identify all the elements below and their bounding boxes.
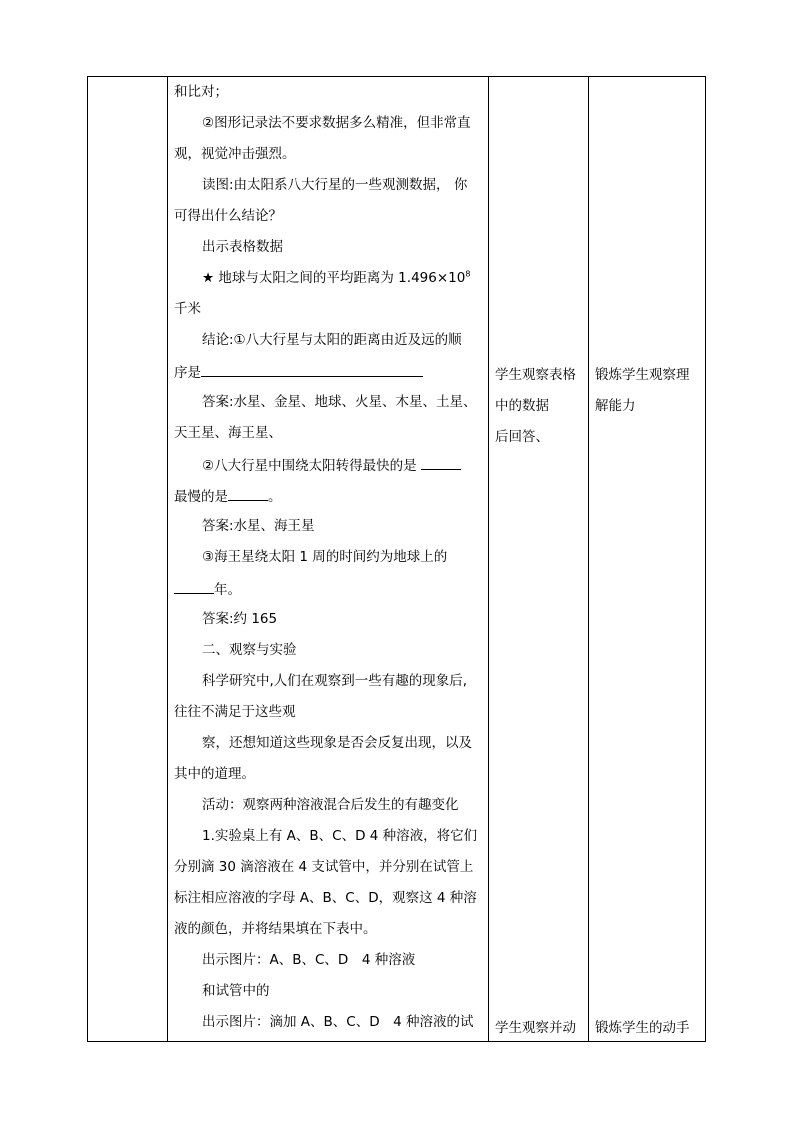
content-text: 读图:由太阳系八大行星的一些观测数据， 你	[202, 177, 468, 193]
student-activity-line: 中的数据	[495, 398, 549, 414]
student-activity-block	[495, 1017, 576, 1039]
content-text: 和比对；	[174, 84, 228, 100]
content-text: 活动：观察两种溶液混合后发生的有趣变化	[202, 797, 459, 813]
content-text: 出示图片：滴加 A、B、C、D 4 种溶液的试	[202, 1014, 474, 1030]
content-text: 往往不满足于这些观	[174, 704, 296, 720]
content-line	[174, 763, 488, 794]
content-text: 科学研究中,人们在观察到一些有趣的现象后,	[202, 673, 468, 689]
content-line	[174, 236, 488, 267]
content-line	[174, 360, 488, 391]
content-text: 1.实验桌上有 A、B、C、D 4 种溶液，将它们	[202, 828, 478, 844]
content-line	[174, 980, 488, 1011]
content-text: 。	[268, 489, 282, 505]
content-line	[174, 887, 488, 918]
content-text: 二、观察与实验	[202, 642, 297, 658]
content-line	[174, 732, 488, 763]
content-line	[174, 174, 488, 205]
content-text: 液的颜色，并将结果填在下表中。	[174, 921, 377, 937]
content-text: 察，还想知道这些现象是否会反复出现，以及	[202, 735, 472, 751]
content-line	[174, 422, 488, 453]
student-activity-block	[495, 364, 576, 457]
content-text: 最慢的是	[174, 489, 228, 505]
content-line	[174, 794, 488, 825]
content-line	[174, 205, 488, 236]
content-text: 观，视觉冲击强烈。	[174, 146, 296, 162]
content-text: 可得出什么结论？	[174, 208, 282, 224]
content-line	[174, 949, 488, 980]
content-line	[174, 670, 488, 701]
lesson-table	[87, 76, 706, 1042]
design-purpose-block	[595, 364, 690, 426]
content-text: 分别滴 30 滴溶液在 4 支试管中，并分别在试管上	[174, 859, 474, 875]
column-divider	[167, 77, 168, 1041]
content-line	[174, 515, 488, 546]
content-text: 答案:水星、海王星	[202, 518, 315, 534]
content-line	[174, 112, 488, 143]
design-purpose-block	[595, 1017, 690, 1039]
content-line	[174, 577, 488, 608]
student-activity-line: 学生观察表格	[495, 367, 576, 383]
content-text: 标注相应溶液的字母 A、B、C、D，观察这 4 种溶	[174, 890, 477, 906]
content-text: ★ 地球与太阳之间的平均距离为 1.496×10	[202, 270, 466, 286]
content-text: ②八大行星中围绕太阳转得最快的是	[202, 458, 421, 474]
content-line	[174, 701, 488, 732]
content-text: 千米	[174, 301, 201, 317]
content-line	[174, 143, 488, 174]
content-line	[174, 484, 488, 515]
fill-in-blank[interactable]	[174, 577, 214, 594]
content-line	[174, 1011, 488, 1042]
fill-in-blank[interactable]	[421, 453, 461, 470]
content-text: 出示表格数据	[202, 239, 283, 255]
design-purpose-line: 锻炼学生的动手	[595, 1020, 690, 1036]
design-purpose-line: 锻炼学生观察理	[595, 367, 690, 383]
content-line	[174, 391, 488, 422]
content-text: 序是	[174, 365, 201, 381]
content-line	[174, 918, 488, 949]
content-text: ③海王星绕太阳 1 周的时间约为地球上的	[202, 549, 448, 565]
content-text: ②图形记录法不要求数据多么精准，但非常直	[202, 115, 471, 131]
fill-in-blank[interactable]	[228, 484, 268, 501]
content-text: 天王星、海王星、	[174, 425, 282, 441]
content-line	[174, 329, 488, 360]
content-line	[174, 267, 488, 298]
superscript: 8	[465, 269, 471, 279]
column-divider	[488, 77, 489, 1041]
content-text: 和试管中的	[202, 983, 270, 999]
content-text: 年。	[214, 582, 241, 598]
content-line	[174, 639, 488, 670]
content-text: 结论:①八大行星与太阳的距离由近及远的顺	[202, 332, 462, 348]
content-line	[174, 546, 488, 577]
fill-in-blank[interactable]	[201, 360, 423, 377]
content-line	[174, 825, 488, 856]
content-text: 答案:水星、金星、地球、火星、木星、土星、	[202, 394, 477, 410]
content-text: 其中的道理。	[174, 766, 255, 782]
content-line	[174, 453, 488, 484]
content-line	[174, 608, 488, 639]
student-activity-line: 后回答、	[495, 429, 549, 445]
column-divider	[588, 77, 589, 1041]
design-purpose-line: 解能力	[595, 398, 636, 414]
student-activity-line: 学生观察并动	[495, 1020, 576, 1036]
content-line	[174, 856, 488, 887]
content-text: 答案:约 165	[202, 611, 278, 627]
content-line	[174, 298, 488, 329]
content-text: 出示图片：A、B、C、D 4 种溶液	[202, 952, 416, 968]
content-line	[174, 81, 488, 112]
